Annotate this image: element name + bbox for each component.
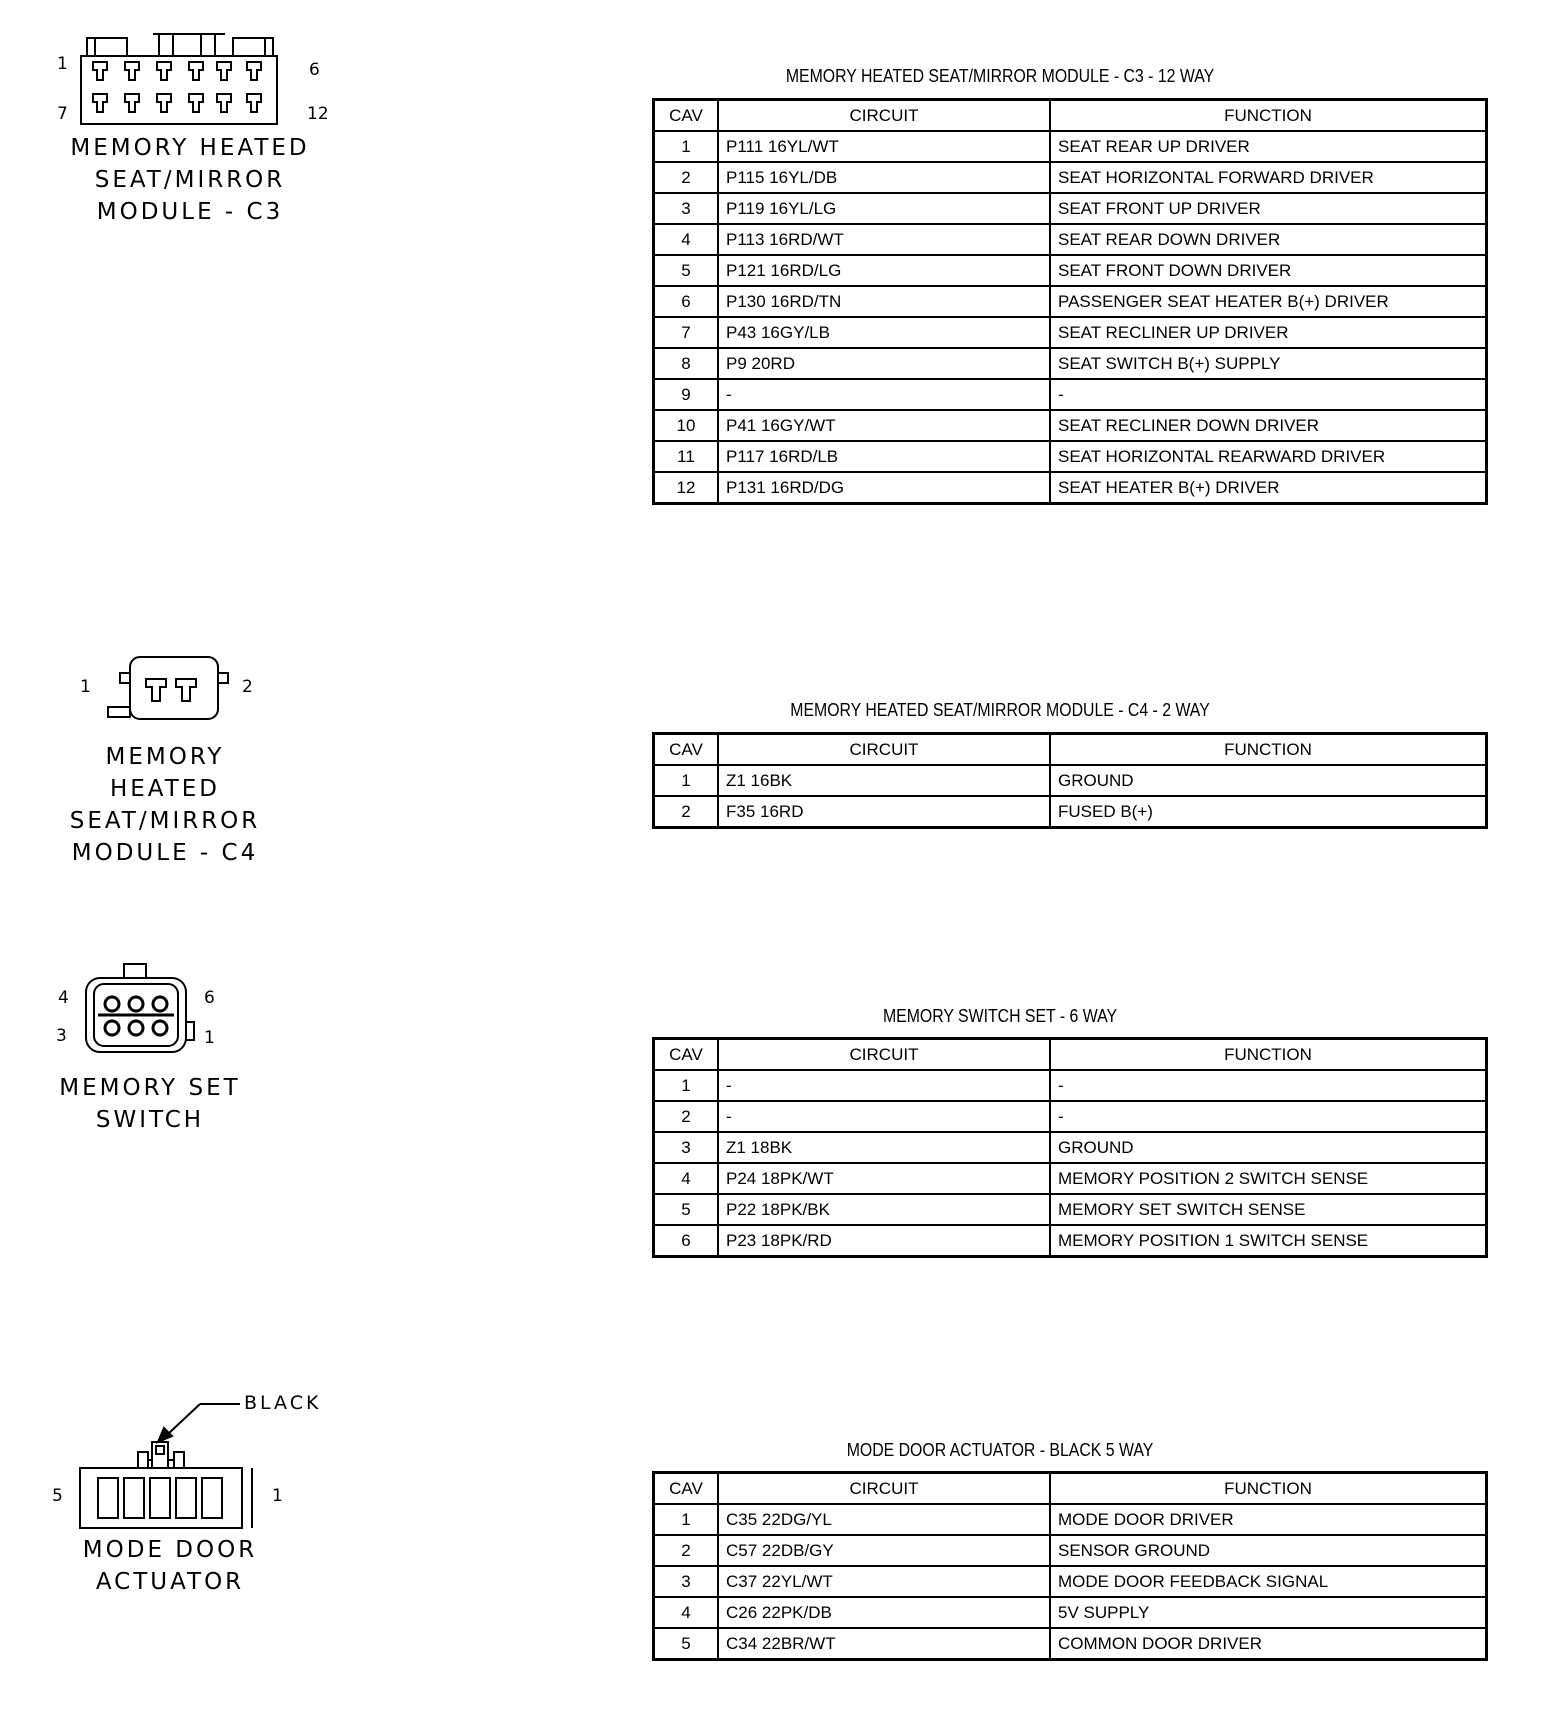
table-c4-title: MEMORY HEATED SEAT/MIRROR MODULE - C4 - 2 WAY xyxy=(790,700,1210,720)
circuit-cell: P24 18PK/WT xyxy=(718,1163,1050,1194)
table-mode-door-title: MODE DOOR ACTUATOR - BLACK 5 WAY xyxy=(846,1440,1154,1460)
function-cell: COMMON DOOR DRIVER xyxy=(1050,1628,1487,1660)
table-c3-title: MEMORY HEATED SEAT/MIRROR MODULE - C3 - 12 WAY xyxy=(785,66,1215,86)
table-row xyxy=(654,1070,1487,1101)
pin-label-1: 1 xyxy=(204,1028,215,1048)
cav-cell: 8 xyxy=(654,348,719,379)
pin-label-6: 6 xyxy=(309,60,320,80)
table-header-row xyxy=(654,734,1487,766)
mode-door-actuator-diagram xyxy=(50,1390,350,1610)
function-cell: SENSOR GROUND xyxy=(1050,1535,1487,1566)
cav-cell: 11 xyxy=(654,441,719,472)
circuit-cell: P111 16YL/WT xyxy=(718,131,1050,162)
table-row xyxy=(654,1194,1487,1225)
table-row xyxy=(654,1132,1487,1163)
table-row xyxy=(654,224,1487,255)
header-cav: CAV xyxy=(654,734,719,766)
pin-label-3: 3 xyxy=(56,1026,67,1046)
table-row xyxy=(654,1225,1487,1257)
memory-switch-icon xyxy=(50,960,270,1060)
cav-cell: 4 xyxy=(654,224,719,255)
cav-cell: 2 xyxy=(654,796,719,828)
header-function: FUNCTION xyxy=(1050,100,1487,132)
table-row xyxy=(654,193,1487,224)
circuit-cell: P113 16RD/WT xyxy=(718,224,1050,255)
cav-cell: 3 xyxy=(654,193,719,224)
cav-cell: 1 xyxy=(654,1504,719,1535)
function-cell: SEAT RECLINER UP DRIVER xyxy=(1050,317,1487,348)
table-c4 xyxy=(652,732,1488,829)
pin-label-5: 5 xyxy=(52,1486,63,1506)
connector-c3-diagram xyxy=(55,28,355,228)
cav-cell: 2 xyxy=(654,1101,719,1132)
table-row xyxy=(654,286,1487,317)
table-c3 xyxy=(652,98,1488,505)
table-header-row xyxy=(654,100,1487,132)
cav-cell: 2 xyxy=(654,162,719,193)
circuit-cell: - xyxy=(718,1101,1050,1132)
function-cell: FUSED B(+) xyxy=(1050,796,1487,828)
table-row xyxy=(654,317,1487,348)
circuit-cell: P119 16YL/LG xyxy=(718,193,1050,224)
table-memory-switch xyxy=(652,1037,1488,1258)
table-row xyxy=(654,1504,1487,1535)
header-cav: CAV xyxy=(654,1473,719,1505)
circuit-cell: C26 22PK/DB xyxy=(718,1597,1050,1628)
function-cell: 5V SUPPLY xyxy=(1050,1597,1487,1628)
table-row xyxy=(654,348,1487,379)
connector-c3-label: MEMORY HEATED SEAT/MIRROR MODULE - C3 xyxy=(70,135,310,225)
table-row xyxy=(654,255,1487,286)
circuit-cell: P121 16RD/LG xyxy=(718,255,1050,286)
connector-c4-diagram xyxy=(50,655,350,866)
table-row xyxy=(654,472,1487,504)
function-cell: MEMORY POSITION 1 SWITCH SENSE xyxy=(1050,1225,1487,1257)
cav-cell: 5 xyxy=(654,1628,719,1660)
circuit-cell: C37 22YL/WT xyxy=(718,1566,1050,1597)
function-cell: MEMORY POSITION 2 SWITCH SENSE xyxy=(1050,1163,1487,1194)
function-cell: MODE DOOR DRIVER xyxy=(1050,1504,1487,1535)
function-cell: SEAT REAR UP DRIVER xyxy=(1050,131,1487,162)
function-cell: SEAT REAR DOWN DRIVER xyxy=(1050,224,1487,255)
cav-cell: 7 xyxy=(654,317,719,348)
table-row xyxy=(654,1163,1487,1194)
circuit-cell: P131 16RD/DG xyxy=(718,472,1050,504)
function-cell: GROUND xyxy=(1050,1132,1487,1163)
memory-switch-diagram xyxy=(50,960,350,1140)
circuit-cell: P43 16GY/LB xyxy=(718,317,1050,348)
circuit-cell: C34 22BR/WT xyxy=(718,1628,1050,1660)
callout-black: BLACK xyxy=(244,1392,322,1414)
mode-door-actuator-label: MODE DOOR ACTUATOR xyxy=(82,1537,258,1595)
table-row xyxy=(654,765,1487,796)
table-row xyxy=(654,162,1487,193)
header-circuit: CIRCUIT xyxy=(718,734,1050,766)
table-row xyxy=(654,379,1487,410)
table-memory-switch-title: MEMORY SWITCH SET - 6 WAY xyxy=(882,1006,1118,1026)
table-row xyxy=(654,1566,1487,1597)
circuit-cell: - xyxy=(718,379,1050,410)
function-cell: PASSENGER SEAT HEATER B(+) DRIVER xyxy=(1050,286,1487,317)
function-cell: - xyxy=(1050,1070,1487,1101)
table-row xyxy=(654,131,1487,162)
pin-label-2: 2 xyxy=(242,677,253,697)
header-cav: CAV xyxy=(654,100,719,132)
header-function: FUNCTION xyxy=(1050,1039,1487,1071)
function-cell: - xyxy=(1050,379,1487,410)
function-cell: MODE DOOR FEEDBACK SIGNAL xyxy=(1050,1566,1487,1597)
cav-cell: 6 xyxy=(654,1225,719,1257)
cav-cell: 4 xyxy=(654,1163,719,1194)
pin-label-7: 7 xyxy=(57,104,68,124)
header-function: FUNCTION xyxy=(1050,1473,1487,1505)
table-header-row xyxy=(654,1473,1487,1505)
function-cell: SEAT RECLINER DOWN DRIVER xyxy=(1050,410,1487,441)
table-row xyxy=(654,441,1487,472)
cav-cell: 2 xyxy=(654,1535,719,1566)
memory-switch-label: MEMORY SET SWITCH xyxy=(59,1075,241,1133)
function-cell: - xyxy=(1050,1101,1487,1132)
cav-cell: 12 xyxy=(654,472,719,504)
circuit-cell: C57 22DB/GY xyxy=(718,1535,1050,1566)
pin-label-6: 6 xyxy=(204,988,215,1008)
table-mode-door xyxy=(652,1471,1488,1661)
function-cell: SEAT HORIZONTAL FORWARD DRIVER xyxy=(1050,162,1487,193)
cav-cell: 10 xyxy=(654,410,719,441)
cav-cell: 5 xyxy=(654,1194,719,1225)
connector-c4-label: MEMORY HEATED SEAT/MIRROR MODULE - C4 xyxy=(69,744,261,866)
function-cell: SEAT SWITCH B(+) SUPPLY xyxy=(1050,348,1487,379)
circuit-cell: P130 16RD/TN xyxy=(718,286,1050,317)
circuit-cell: P115 16YL/DB xyxy=(718,162,1050,193)
cav-cell: 1 xyxy=(654,131,719,162)
circuit-cell: P22 18PK/BK xyxy=(718,1194,1050,1225)
cav-cell: 1 xyxy=(654,765,719,796)
circuit-cell: P41 16GY/WT xyxy=(718,410,1050,441)
pin-label-4: 4 xyxy=(58,988,69,1008)
function-cell: MEMORY SET SWITCH SENSE xyxy=(1050,1194,1487,1225)
table-row xyxy=(654,796,1487,828)
cav-cell: 1 xyxy=(654,1070,719,1101)
table-row xyxy=(654,410,1487,441)
table-row xyxy=(654,1597,1487,1628)
circuit-cell: P117 16RD/LB xyxy=(718,441,1050,472)
header-circuit: CIRCUIT xyxy=(718,100,1050,132)
cav-cell: 3 xyxy=(654,1566,719,1597)
cav-cell: 5 xyxy=(654,255,719,286)
cav-cell: 4 xyxy=(654,1597,719,1628)
function-cell: SEAT FRONT DOWN DRIVER xyxy=(1050,255,1487,286)
cav-cell: 3 xyxy=(654,1132,719,1163)
circuit-cell: C35 22DG/YL xyxy=(718,1504,1050,1535)
pin-label-1: 1 xyxy=(80,677,91,697)
header-function: FUNCTION xyxy=(1050,734,1487,766)
header-circuit: CIRCUIT xyxy=(718,1039,1050,1071)
pin-label-12: 12 xyxy=(307,104,329,124)
header-circuit: CIRCUIT xyxy=(718,1473,1050,1505)
circuit-cell: Z1 18BK xyxy=(718,1132,1050,1163)
function-cell: SEAT FRONT UP DRIVER xyxy=(1050,193,1487,224)
table-header-row xyxy=(654,1039,1487,1071)
table-row xyxy=(654,1535,1487,1566)
pin-label-1: 1 xyxy=(272,1486,283,1506)
circuit-cell: F35 16RD xyxy=(718,796,1050,828)
pin-label-1: 1 xyxy=(57,54,68,74)
circuit-cell: - xyxy=(718,1070,1050,1101)
circuit-cell: P9 20RD xyxy=(718,348,1050,379)
table-row xyxy=(654,1101,1487,1132)
header-cav: CAV xyxy=(654,1039,719,1071)
table-row xyxy=(654,1628,1487,1660)
function-cell: SEAT HEATER B(+) DRIVER xyxy=(1050,472,1487,504)
circuit-cell: Z1 16BK xyxy=(718,765,1050,796)
function-cell: SEAT HORIZONTAL REARWARD DRIVER xyxy=(1050,441,1487,472)
cav-cell: 9 xyxy=(654,379,719,410)
function-cell: GROUND xyxy=(1050,765,1487,796)
circuit-cell: P23 18PK/RD xyxy=(718,1225,1050,1257)
cav-cell: 6 xyxy=(654,286,719,317)
